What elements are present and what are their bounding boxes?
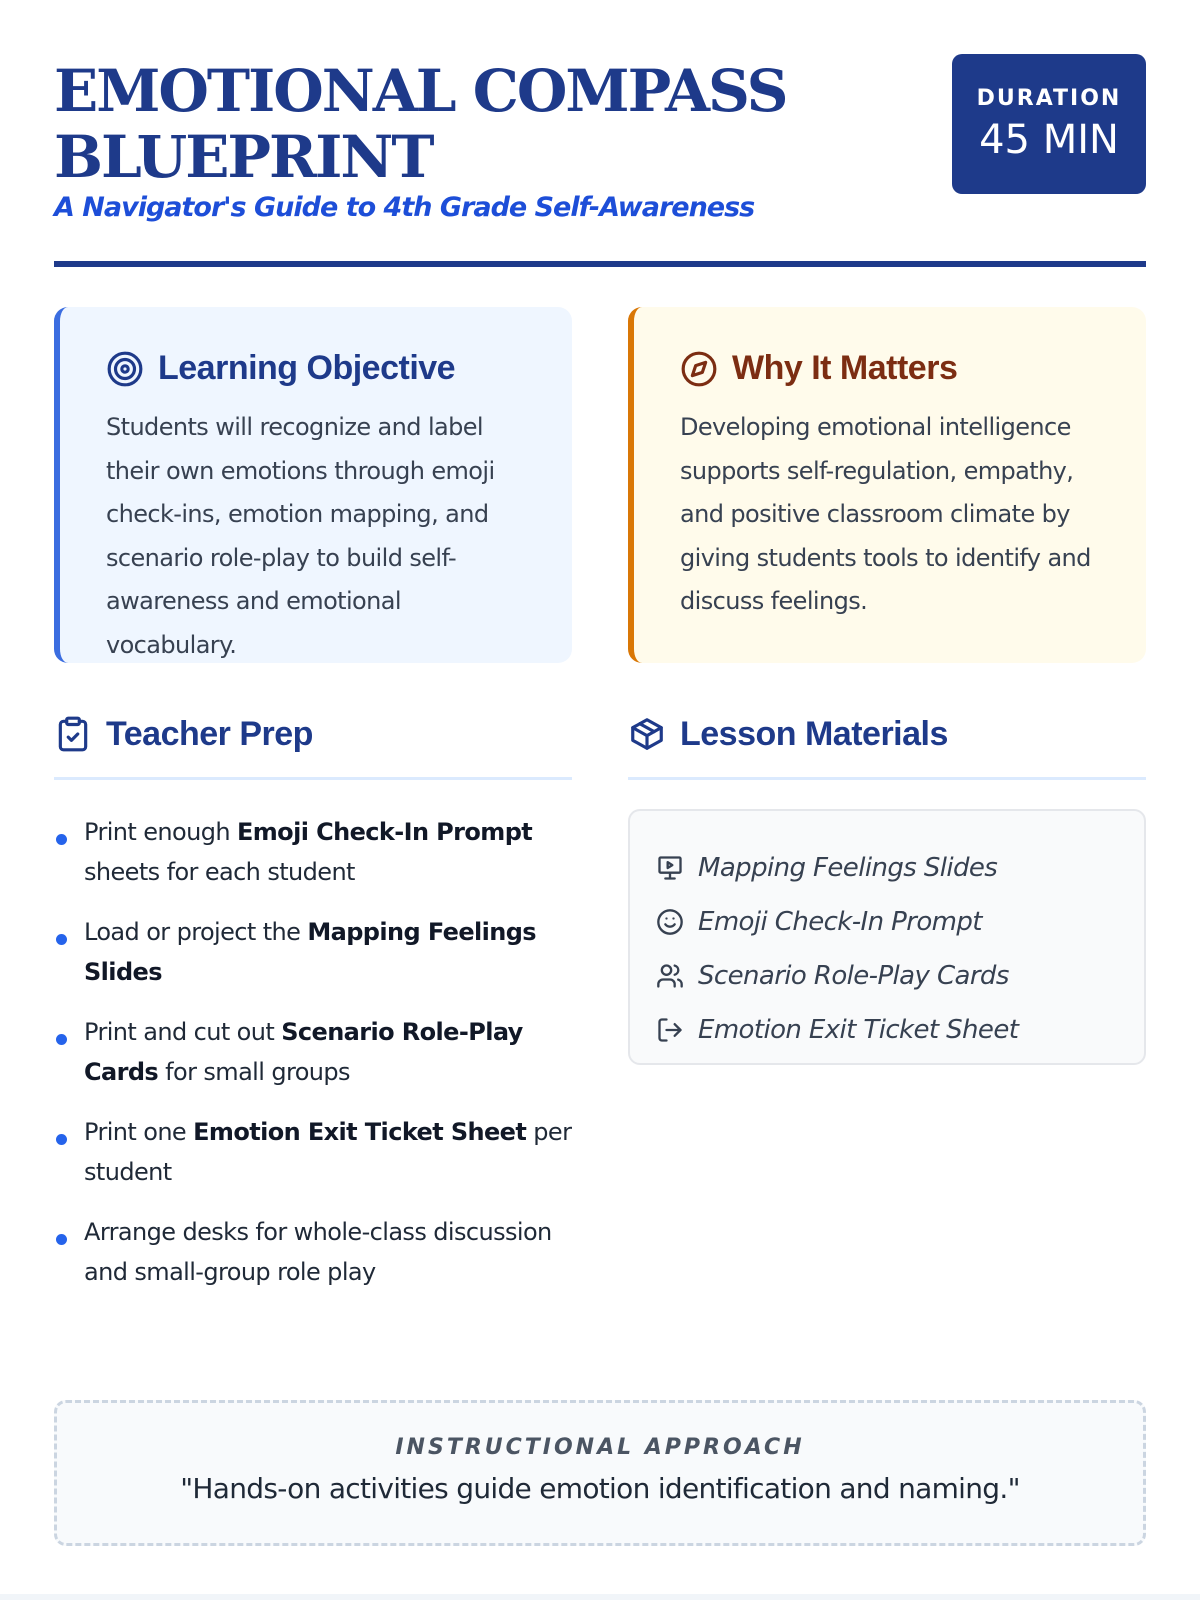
instructional-approach-box [54,1400,1146,1546]
teacher-prep-heading: Teacher Prep [106,715,313,753]
page-subtitle: A Navigator's Guide to 4th Grade Self-Awareness [54,192,755,223]
learning-objective-text: Students will recognize and label their own emotions through emoji check-ins, emotion mapping, and scenario role-play to build self-awareness and emotional vocabulary. [106,413,495,659]
material-item-slides: Mapping Feelings Slides [656,841,1120,895]
exit-icon [656,1016,684,1044]
why-it-matters-text: Developing emotional intelligence supports self-regulation, empathy, and positive classroom climate by giving students tools to identify and discuss feelings. [680,413,1091,615]
lesson-materials-heading: Lesson Materials [680,715,948,753]
header-divider [54,261,1146,267]
list-item: Load or project the Mapping Feelings Slides [54,912,572,992]
why-it-matters-card [628,307,1146,663]
lesson-materials-header [628,714,1146,780]
compass-icon [680,350,718,388]
list-item: Print and cut out Scenario Role-Play Cards for small groups [54,1012,572,1092]
teacher-prep-header [54,714,572,780]
material-item-exit-ticket: Emotion Exit Ticket Sheet [656,1003,1120,1057]
lesson-plan-page [54,0,1146,1600]
materials-box [628,809,1146,1065]
material-item-emoji: Emoji Check-In Prompt [656,895,1120,949]
users-icon [656,962,684,990]
presentation-icon [656,854,684,882]
duration-label: DURATION [976,86,1122,111]
list-item: Print one Emotion Exit Ticket Sheet per student [54,1112,572,1192]
approach-label: INSTRUCTIONAL APPROACH [395,1435,805,1460]
material-item-roleplay: Scenario Role-Play Cards [656,949,1120,1003]
learning-objective-card [54,307,572,663]
teacher-prep-list [54,812,572,1312]
footer-bar [0,1594,1200,1600]
list-item: Arrange desks for whole-class discussion and small-group role play [54,1212,572,1292]
clipboard-check-icon [54,714,92,754]
duration-value: 45 MIN [979,117,1119,163]
duration-badge [952,54,1146,194]
why-it-matters-heading: Why It Matters [732,349,958,387]
learning-objective-heading: Learning Objective [158,349,456,387]
target-icon [106,350,144,388]
approach-quote: "Hands-on activities guide emotion identification and naming." [180,1472,1020,1505]
smile-icon [656,908,684,936]
package-icon [628,714,666,754]
list-item: Print enough Emoji Check-In Prompt sheets for each student [54,812,572,892]
page-title: EMOTIONAL COMPASS BLUEPRINT [54,57,787,191]
